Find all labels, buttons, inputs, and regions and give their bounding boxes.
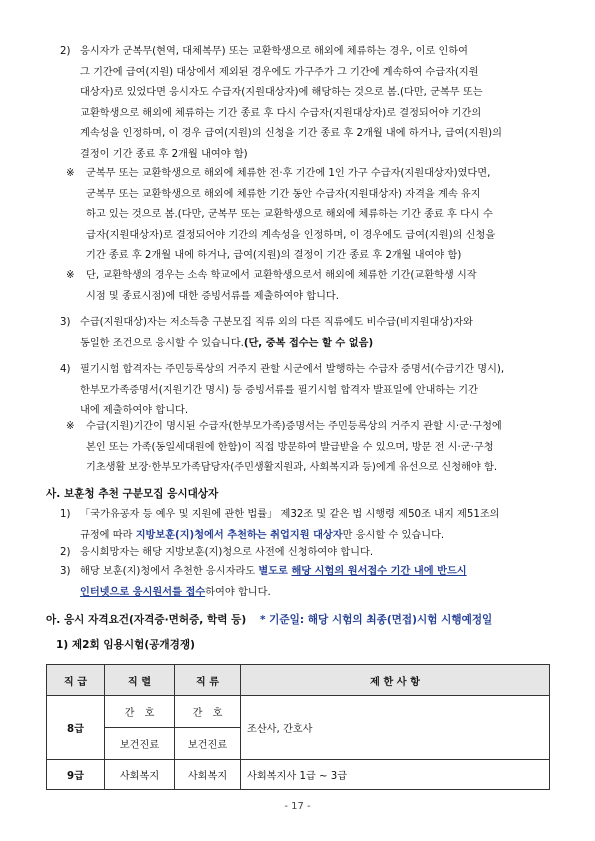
note-3 — [66, 417, 552, 479]
text-line: 시점 및 종료시점)에 대한 증빙서류를 제출하여야 합니다. — [86, 290, 339, 302]
text-line: 교환학생으로 해외에 체류하는 기간 종료 후 다시 수급자(지원대상자)로 결정되어야 기간의 — [80, 107, 482, 119]
table-row — [47, 696, 550, 728]
text-line: 하고 있는 것으로 봄.(다만, 군복무 또는 교환학생으로 해외에 체류하는 기간 종료 후 다시 수 — [86, 209, 493, 220]
highlight-underlined-text: 인터넷으로 응시원서를 접수 — [80, 586, 206, 598]
text-line — [80, 334, 552, 355]
sa-item-2 — [60, 543, 552, 564]
text-line: 급자(지원대상자)로 결정되어야 기간의 계속성을 인정하며, 이 경우에도 급여(지원)의 신청을 — [86, 229, 496, 241]
note-mark: ※ — [66, 270, 75, 281]
text-segment: 만 응시할 수 있습니다. — [342, 529, 445, 541]
text-line: 본인 또는 가족(동일세대원에 한함)이 직접 방문하여 발급받을 수 있으며, 방문 전 시·군·구청 — [86, 441, 494, 453]
text-segment: 해당 보훈(지)청에서 추천한 응시자라도 — [80, 566, 259, 577]
cell-limit: 조산사, 간호사 — [241, 696, 550, 760]
cell-series: 보건진료 — [105, 728, 175, 760]
text-line: 수급(지원대상)자는 저소득층 구분모집 직류 외의 다른 직류에도 비수급(비지원대상)자와 — [80, 317, 473, 328]
note-mark: ※ — [66, 168, 75, 179]
cell-kind: 간 호 — [175, 696, 241, 728]
cell-series: 사회복지 — [105, 760, 175, 790]
table-header-row — [47, 665, 550, 696]
highlight-text: 지방보훈(지)청에서 추천하는 취업지원 대상자 — [135, 529, 343, 541]
header-limit: 제 한 사 항 — [241, 665, 550, 696]
header-grade: 직 급 — [47, 665, 105, 696]
item-4 — [60, 360, 552, 422]
text-line: 결정이 기간 종료 후 2개월 내여야 함) — [80, 148, 248, 160]
table-row — [47, 760, 550, 790]
text-line: 내에 제출하여야 합니다. — [80, 405, 189, 416]
text-line: 기간 종료 후 2개월 내에 하거나, 급여(지원)의 결정이 기간 종료 후 2개월 내여야 함) — [86, 250, 462, 261]
text-line: 응시희망자는 해당 지방보훈(지)청으로 사전에 신청하여야 합니다. — [80, 547, 374, 558]
item-number: 2) — [60, 547, 71, 558]
section-heading-a — [46, 612, 492, 627]
text-line: 단, 교환학생의 경우는 소속 학교에서 교환학생으로서 해외에 체류한 기간(교환학생 시작 — [86, 270, 477, 281]
text-segment: 규정에 따라 — [80, 529, 136, 541]
item-number: 3) — [60, 317, 71, 328]
cell-limit: 사회복지사 1급 ~ 3급 — [241, 760, 550, 790]
sa-item-1 — [60, 505, 552, 546]
cell-kind: 보건진료 — [175, 728, 241, 760]
text-line: 그 기간에 급여(지원) 대상에서 제외된 경우에도 가구주가 그 기간에 계속하여 수급자(지원 — [80, 66, 479, 78]
text-line: 「국가유공자 등 예우 및 지원에 관한 법률」 제32조 및 같은 법 시행령 제50조 내지 제51조의 — [80, 509, 500, 520]
subsection-heading: 1) 제2회 임용시험(공개경쟁) — [56, 639, 195, 651]
text-line — [80, 583, 552, 604]
text-segment: 하여야 합니다. — [205, 586, 271, 598]
item-number: 2) — [60, 46, 71, 57]
text-line: 대상자)로 있었다면 응시자도 수급자(지원대상자)에 해당하는 것으로 봄.(다만, 군복무 또는 — [80, 87, 483, 98]
cell-grade: 8급 — [47, 696, 105, 760]
text-line: 응시자가 군복무(현역, 대체복무) 또는 교환학생으로 해외에 체류하는 경우, 이로 인하여 — [80, 46, 469, 57]
text-line: 필기시험 합격자는 주민등록상의 거주지 관할 시군에서 발행하는 수급자 증명서(수급기간 명시), — [80, 364, 505, 375]
bold-note: (단, 중복 접수는 할 수 없음) — [243, 337, 374, 349]
note-1 — [66, 164, 552, 267]
note-mark: ※ — [66, 421, 75, 432]
text-line: 군복무 또는 교환학생으로 해외에 체류한 기간 동안 수급자(지원대상자) 자격을 계속 유지 — [86, 188, 481, 200]
text-line: 군복무 또는 교환학생으로 해외에 체류한 전·후 기간에 1인 가구 수급자(지원대상자)였다면, — [86, 168, 491, 179]
cell-grade: 9급 — [47, 760, 105, 790]
cell-kind: 사회복지 — [175, 760, 241, 790]
reference-date-note: * 기준일: 해당 시험의 최종(면접)시험 시행예정일 — [259, 614, 493, 626]
qualification-table — [46, 664, 550, 790]
text-line: 한부모가족증명서(지원기간 명시) 등 증빙서류를 필기시험 합격자 발표일에 안내하는 기간 — [80, 384, 478, 396]
text-line — [80, 562, 552, 583]
text-segment: 동일한 조건으로 응시할 수 있습니다. — [80, 337, 244, 349]
page-number: - 17 - — [284, 801, 311, 812]
section-heading-sa: 사. 보훈청 추천 구분모집 응시대상자 — [46, 488, 219, 500]
highlight-underlined-text: 해당 시험의 원서접수 기간 내에 반드시 — [291, 566, 467, 577]
text-line: 수급(지원)기간이 명시된 수급자(한부모가족)증명서는 주민등록상의 거주지 관할 시·군·구청에 — [86, 421, 502, 432]
item-2 — [60, 42, 552, 165]
header-kind: 직 류 — [175, 665, 241, 696]
sa-item-3 — [60, 562, 552, 603]
item-3 — [60, 313, 552, 354]
note-2 — [66, 266, 552, 307]
highlight-text: 별도로 — [258, 566, 292, 577]
text-line: 계속성을 인정하며, 이 경우 급여(지원)의 신청을 기간 종료 후 2개월 내에 하거나, 급여(지원)의 — [80, 128, 502, 139]
section-title: 아. 응시 자격요건(자격증·면허증, 학력 등) — [46, 614, 247, 626]
text-line: 기초생활 보장·한부모가족담당자(주민생활지원과, 사회복지과 등)에게 유선으로 신청해야 함. — [86, 462, 498, 473]
item-number: 1) — [60, 509, 71, 520]
cell-series: 간 호 — [105, 696, 175, 728]
item-number: 3) — [60, 566, 71, 577]
header-series: 직 렬 — [105, 665, 175, 696]
item-number: 4) — [60, 364, 71, 375]
